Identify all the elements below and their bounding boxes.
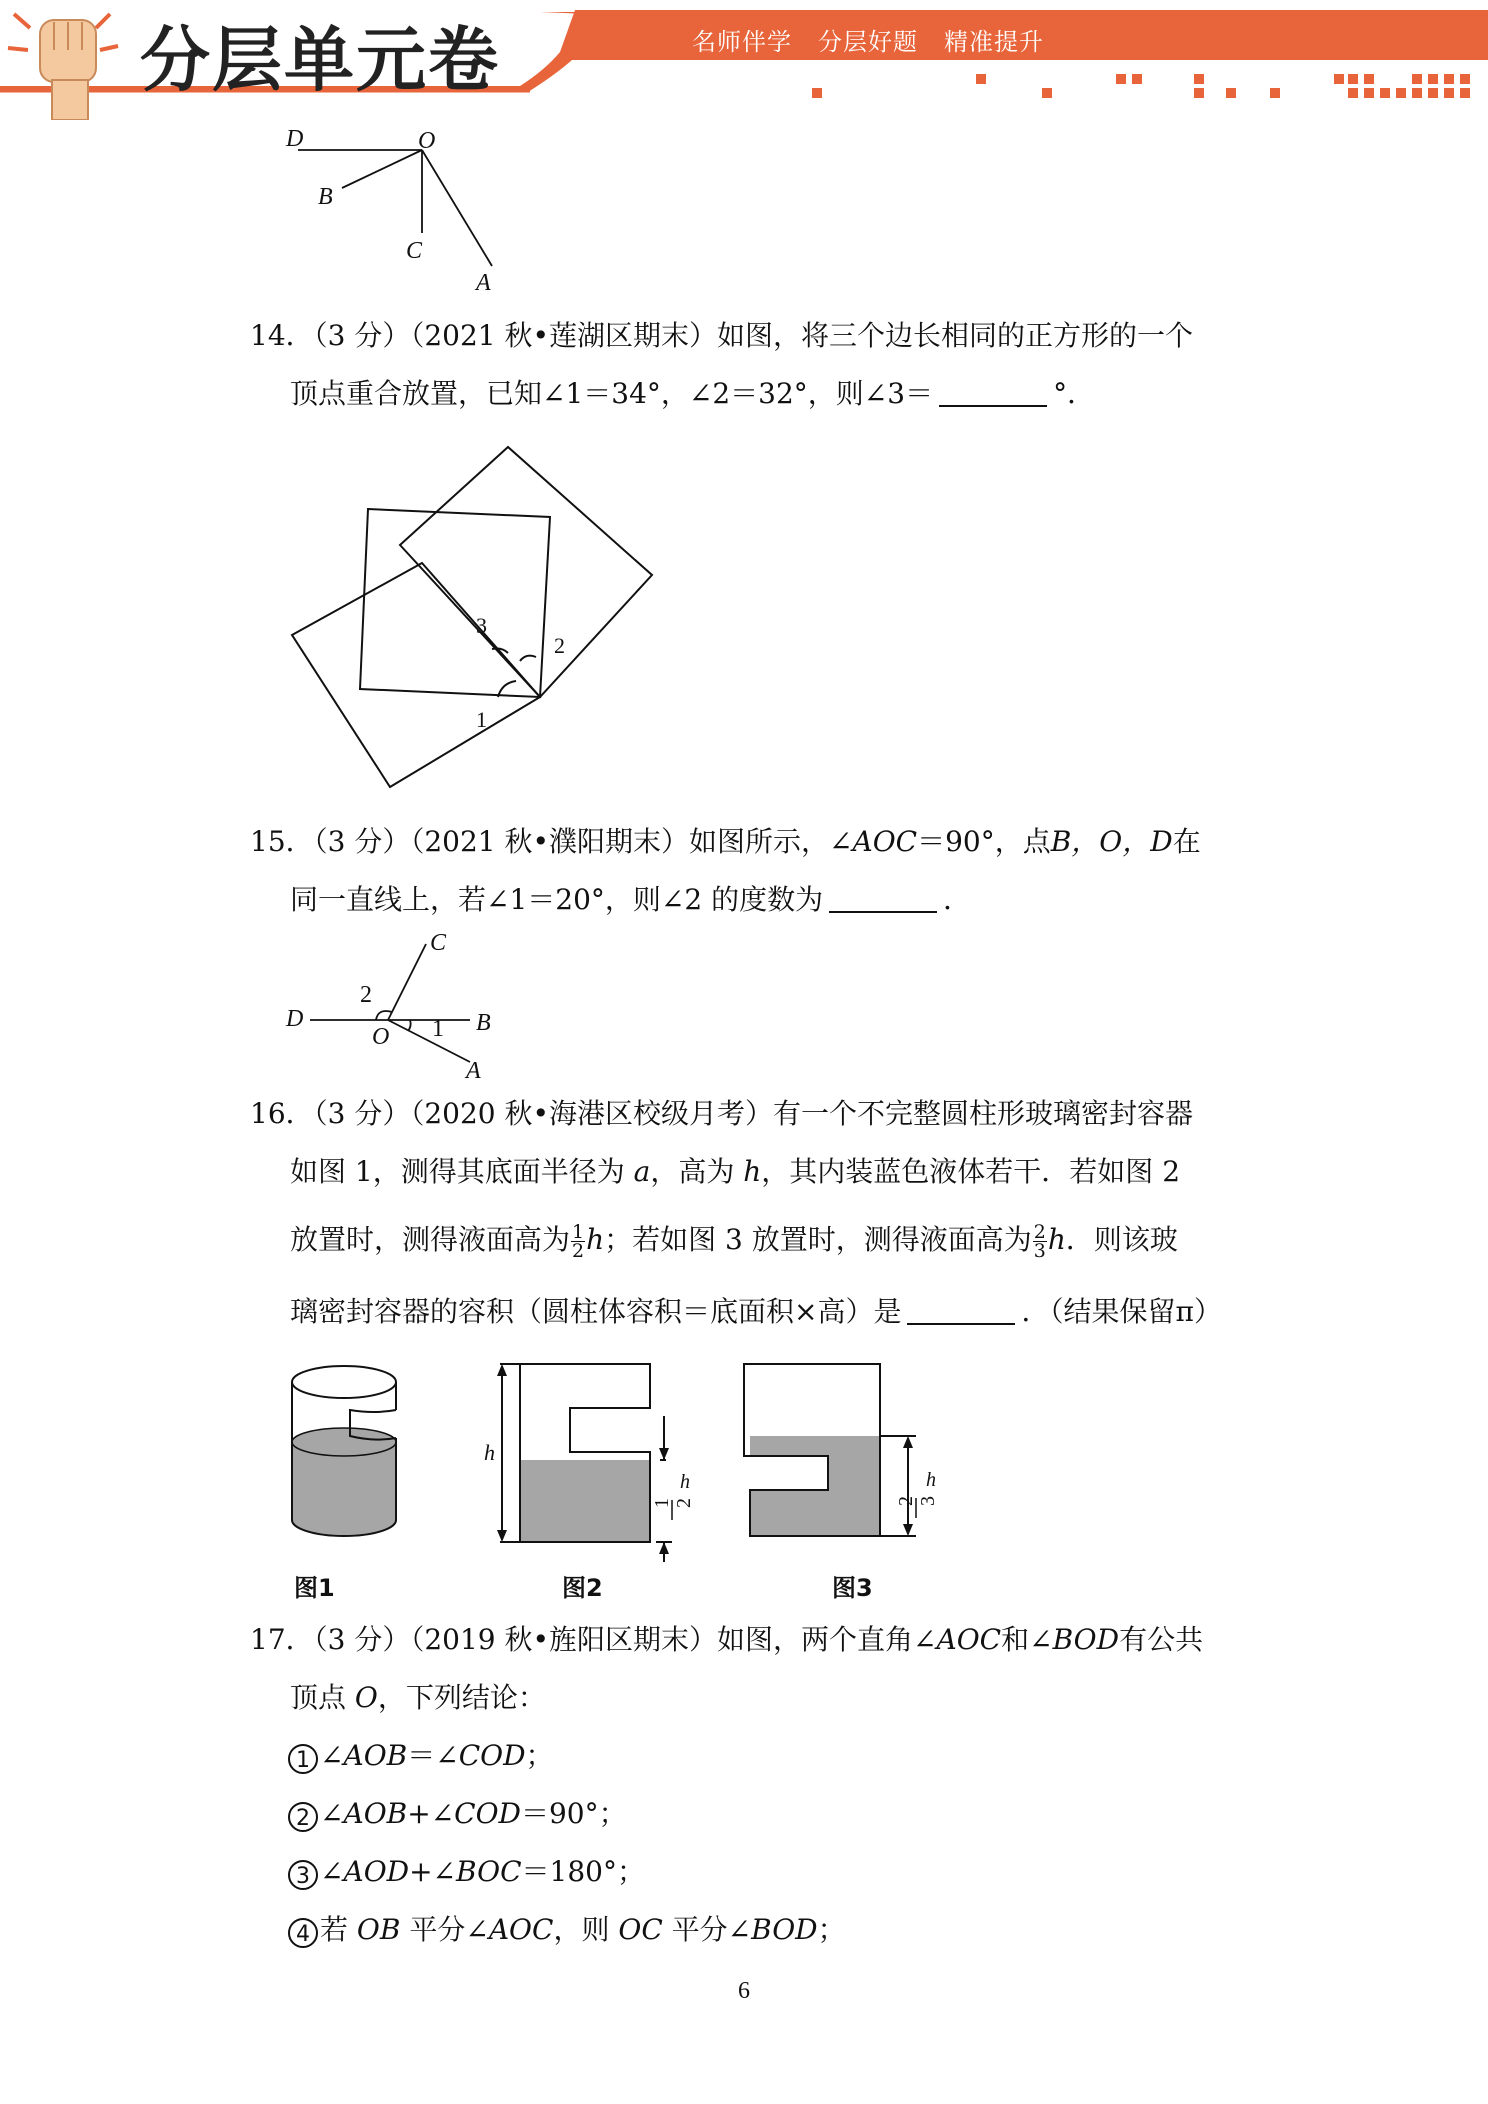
q14-line-1: 14．（3 分）（2021 秋•莲湖区期末）如图，将三个边长相同的正方形的一个 [250, 319, 1194, 352]
header-title: 分层单元卷 [140, 19, 500, 101]
fig13-label-a: A [476, 270, 491, 296]
page-number: 6 [738, 1978, 750, 2004]
q15-text-c: ＝90°，点 [917, 825, 1051, 858]
q17-option-4: 4 若 OB 平分∠AOC，则 OC 平分∠BOD； [288, 1910, 846, 1950]
fist-icon [8, 14, 118, 120]
slogan-1: 名师伴学 [692, 28, 792, 56]
figure-13-angles [270, 118, 530, 298]
fig14-label-3: 3 [476, 613, 487, 638]
q16-text-3c: ；若如图 3 放置时，测得液面高为 [604, 1223, 1032, 1256]
q15-line-2 [290, 880, 971, 920]
q15-text-a: 15．（3 分）（2021 秋•濮阳期末）如图所示，∠ [250, 825, 853, 858]
figure-16-cylinder [280, 1352, 420, 1552]
q16-answer-blank [907, 1295, 1015, 1325]
fig15-label-d: D [286, 1006, 304, 1032]
option-2-number: 2 [288, 1802, 318, 1832]
slogan-2: 分层好题 [818, 28, 918, 56]
q16-line-4 [290, 1292, 1222, 1332]
q14-text: 顶点重合放置，已知∠1＝34°，∠2＝32°，则∠3＝ [290, 377, 934, 410]
q17-text-e: 有公共 [1119, 1623, 1204, 1656]
q16-text-2a: 如图 1，测得其底面半径为 [290, 1155, 625, 1188]
figure-16-inverted-container [740, 1356, 960, 1546]
figure-16-upright-container [480, 1356, 710, 1566]
q16-text-2e: ，其内装蓝色液体若干．若如图 2 [761, 1155, 1181, 1188]
q15-points: B，O，D [1050, 825, 1173, 858]
q15-line-1 [250, 822, 1201, 862]
q16-var-h3: h [1047, 1223, 1066, 1256]
fig15-label-1: 1 [432, 1016, 444, 1042]
page-header [0, 0, 1488, 120]
fig2-label-h2: h [680, 1471, 690, 1493]
q16-var-a: a [633, 1155, 651, 1188]
fig13-label-c: C [406, 238, 423, 264]
header-dots [812, 74, 1470, 98]
q17-angle-bod: BOD [1052, 1623, 1120, 1656]
q16-text-2c: ，高为 [650, 1155, 735, 1188]
q17-text-c: 和∠ [1001, 1623, 1053, 1656]
fig14-label-1: 1 [476, 707, 487, 732]
q17-option-2: 2 ∠AOB+∠COD＝90°； [288, 1794, 627, 1834]
q16-line-1: 16．（3 分）（2020 秋•海港区校级月考）有一个不完整圆柱形玻璃密封容器 [250, 1097, 1194, 1130]
fig13-label-d: D [286, 126, 304, 152]
fig14-label-2: 2 [554, 633, 565, 658]
q17-option-3: 3 ∠AOD+∠BOC＝180°； [288, 1852, 645, 1892]
option-3-number: 3 [288, 1860, 318, 1890]
q16-fraction-half: $\frac{1}{2}$ [572, 1221, 585, 1262]
slogan-3: 精准提升 [944, 28, 1044, 56]
fig15-label-a: A [466, 1058, 481, 1080]
fig2-label-half-num: 1 [651, 1498, 673, 1508]
fig3-label-h: h [926, 1469, 936, 1491]
q16-text-3e: ．则该玻 [1065, 1223, 1178, 1256]
figure-1-caption: 图1 [294, 1574, 335, 1602]
figure-3-caption: 图3 [832, 1574, 873, 1602]
q16-text-4b: ．（结果保留π） [1021, 1295, 1222, 1328]
q15-text-e: 在 [1172, 825, 1201, 858]
q16-line-3 [290, 1220, 1178, 1260]
q16-text-4a: 璃密封容器的容积（圆柱体容积＝底面积×高）是 [290, 1295, 902, 1328]
fig15-label-2: 2 [360, 982, 372, 1008]
figure-15-lines [280, 930, 520, 1080]
figure-14-squares [280, 435, 680, 805]
fig2-label-half-den: 2 [673, 1498, 695, 1508]
q17-line-2 [290, 1678, 546, 1718]
fig15-label-b: B [476, 1010, 491, 1036]
q17-option-1: 1 ∠AOB＝∠COD； [288, 1736, 554, 1776]
q17-text-2c: ，下列结论： [377, 1681, 546, 1714]
q16-line-2 [290, 1152, 1180, 1192]
q17-angle-aoc: AOC [936, 1623, 1002, 1656]
option-4-number: 4 [288, 1918, 318, 1948]
figure-2-caption: 图2 [562, 1574, 603, 1602]
q16-var-h: h [743, 1155, 762, 1188]
q15-answer-blank [829, 883, 937, 913]
option-1-number: 1 [288, 1744, 318, 1774]
q16-fraction-twothirds: $\frac{2}{3}$ [1033, 1221, 1046, 1262]
fig3-label-third-den: 3 [917, 1496, 939, 1506]
q16-text-3a: 放置时，测得液面高为 [290, 1223, 571, 1256]
q17-point-o: O [354, 1681, 378, 1714]
q17-line-1 [250, 1620, 1203, 1660]
q15-angle-aoc: AOC [852, 825, 918, 858]
q15-text-2b: ． [943, 883, 972, 916]
q17-text-2a: 顶点 [290, 1681, 347, 1714]
q16-var-h2: h [586, 1223, 605, 1256]
q14-line-2 [290, 374, 1095, 414]
fig3-label-third-num: 2 [895, 1496, 917, 1506]
q14-unit: °． [1053, 377, 1096, 410]
q15-text-2a: 同一直线上，若∠1＝20°，则∠2 的度数为 [290, 883, 824, 916]
fig2-label-h: h [484, 1440, 495, 1465]
q14-answer-blank [939, 377, 1047, 407]
fig15-label-o: O [372, 1024, 390, 1050]
fig15-label-c: C [430, 930, 447, 956]
fig13-label-b: B [318, 184, 333, 210]
fig13-label-o: O [418, 128, 436, 154]
q17-text-a: 17．（3 分）（2019 秋•旌阳区期末）如图，两个直角∠ [250, 1623, 937, 1656]
